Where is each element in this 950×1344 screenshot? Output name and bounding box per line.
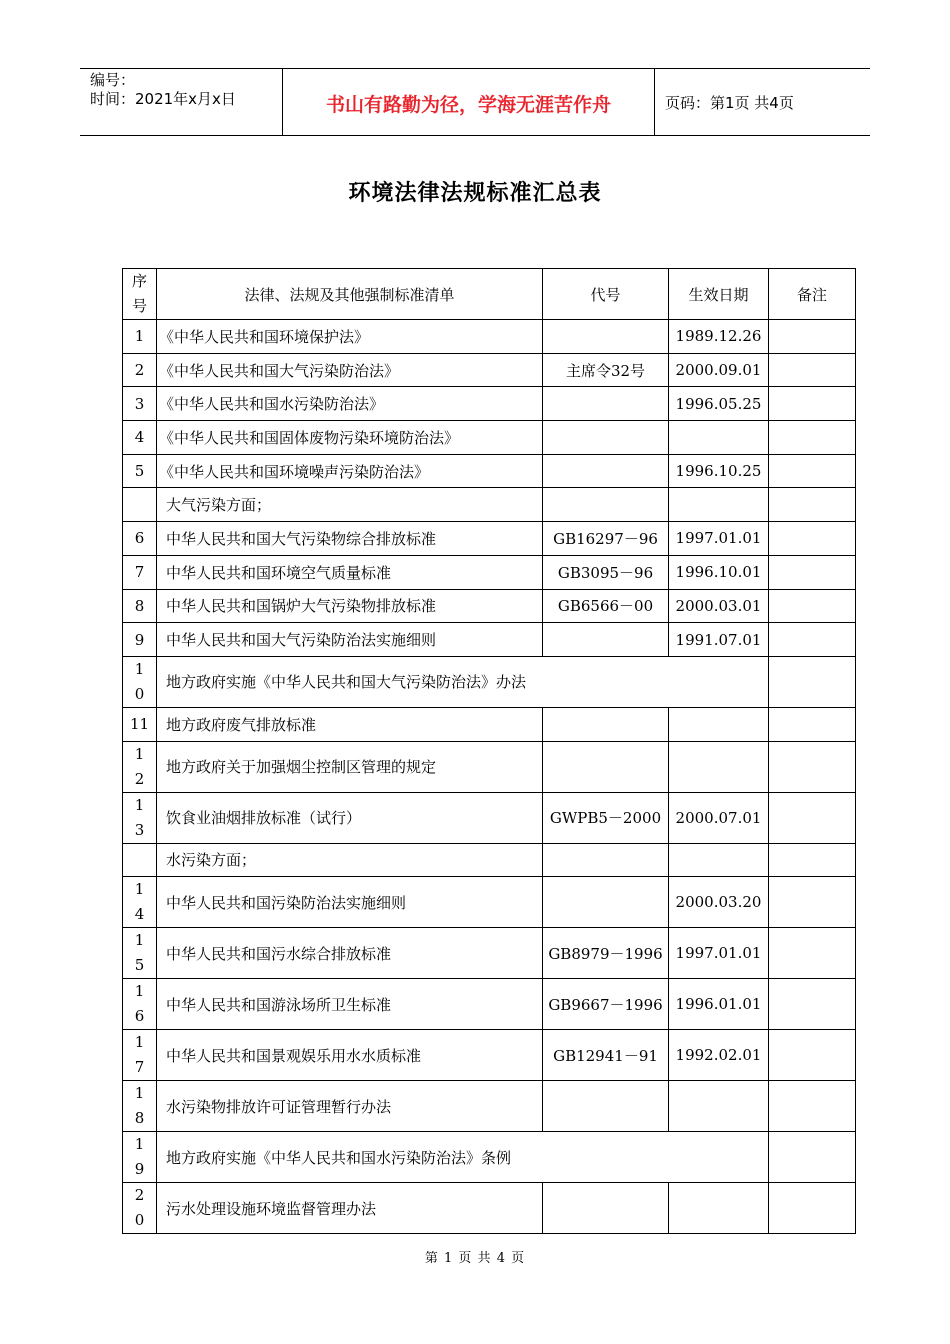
- cell-num: 3: [123, 387, 157, 421]
- cell-date: 1996.10.25: [669, 454, 769, 488]
- cell-date: 1996.01.01: [669, 979, 769, 1030]
- cell-date: [669, 707, 769, 741]
- table-row: [123, 454, 856, 488]
- cell-name: 地方政府关于加强烟尘控制区管理的规定: [157, 741, 543, 792]
- cell-code: 主席令32号: [543, 353, 669, 387]
- table-row: [123, 1081, 856, 1132]
- cell-note: [769, 522, 856, 556]
- table-row: [123, 1183, 856, 1234]
- cell-note: [769, 421, 856, 455]
- cell-code: GWPB5－2000: [543, 792, 669, 843]
- table-row: [123, 843, 856, 877]
- cell-num: 1 5: [123, 928, 157, 979]
- cell-name: 地方政府实施《中华人民共和国水污染防治法》条例: [157, 1132, 769, 1183]
- cell-num: 1 8: [123, 1081, 157, 1132]
- cell-date: 1997.01.01: [669, 928, 769, 979]
- cell-num: 7: [123, 555, 157, 589]
- cell-note: [769, 707, 856, 741]
- cell-date: 2000.03.20: [669, 877, 769, 928]
- cell-note: [769, 792, 856, 843]
- cell-num: [123, 843, 157, 877]
- cell-note: [769, 979, 856, 1030]
- cell-date: [669, 843, 769, 877]
- cell-code: [543, 387, 669, 421]
- cell-num: 1 6: [123, 979, 157, 1030]
- cell-code: GB8979－1996: [543, 928, 669, 979]
- cell-num: 1 9: [123, 1132, 157, 1183]
- cell-date: [669, 1183, 769, 1234]
- cell-num: 8: [123, 589, 157, 623]
- table-row: [123, 928, 856, 979]
- header-meta: [80, 69, 282, 135]
- cell-note: [769, 1030, 856, 1081]
- cell-code: [543, 421, 669, 455]
- cell-name: 中华人民共和国游泳场所卫生标准: [157, 979, 543, 1030]
- cell-date: 1996.05.25: [669, 387, 769, 421]
- cell-name: 《中华人民共和国水污染防治法》: [157, 387, 543, 421]
- cell-note: [769, 741, 856, 792]
- table-row: [123, 877, 856, 928]
- cell-note: [769, 1081, 856, 1132]
- cell-date: 1991.07.01: [669, 623, 769, 657]
- table-row: [123, 792, 856, 843]
- cell-date: 1997.01.01: [669, 522, 769, 556]
- cell-code: [543, 877, 669, 928]
- table-header-row: [123, 269, 856, 320]
- cell-note: [769, 589, 856, 623]
- cell-name: 《中华人民共和国环境保护法》: [157, 320, 543, 354]
- cell-code: [543, 1081, 669, 1132]
- cell-note: [769, 555, 856, 589]
- cell-name: 中华人民共和国大气污染物综合排放标准: [157, 522, 543, 556]
- cell-note: [769, 353, 856, 387]
- cell-name: 《中华人民共和国大气污染防治法》: [157, 353, 543, 387]
- table-row: [123, 1030, 856, 1081]
- cell-note: [769, 656, 856, 707]
- cell-name: 中华人民共和国景观娱乐用水水质标准: [157, 1030, 543, 1081]
- cell-name: 《中华人民共和国环境噪声污染防治法》: [157, 454, 543, 488]
- table-row: [123, 387, 856, 421]
- cell-code: [543, 1183, 669, 1234]
- cell-name: 《中华人民共和国固体废物污染环境防治法》: [157, 421, 543, 455]
- header-slogan: 书山有路勤为径，学海无涯苦作舟: [282, 69, 655, 135]
- cell-name: 污水处理设施环境监督管理办法: [157, 1183, 543, 1234]
- header-note: 备注: [769, 269, 856, 320]
- page-title: 环境法律法规标准汇总表: [348, 180, 602, 206]
- cell-date: 2000.09.01: [669, 353, 769, 387]
- cell-note: [769, 1183, 856, 1234]
- cell-code: [543, 843, 669, 877]
- table-row: [123, 488, 856, 522]
- cell-num: 1 3: [123, 792, 157, 843]
- cell-num: 1 0: [123, 656, 157, 707]
- table-row: [123, 979, 856, 1030]
- table-row: [123, 623, 856, 657]
- cell-num: 1 4: [123, 877, 157, 928]
- cell-name: 大气污染方面；: [157, 488, 543, 522]
- table-row: [123, 1132, 856, 1183]
- header-page-label: 页码：第1页 共4页: [665, 93, 794, 112]
- cell-name: 水污染物排放许可证管理暂行办法: [157, 1081, 543, 1132]
- cell-num: 5: [123, 454, 157, 488]
- cell-note: [769, 1132, 856, 1183]
- cell-date: [669, 488, 769, 522]
- cell-num: 1 2: [123, 741, 157, 792]
- cell-code: GB9667－1996: [543, 979, 669, 1030]
- table-row: [123, 589, 856, 623]
- cell-code: GB16297－96: [543, 522, 669, 556]
- cell-name: 饮食业油烟排放标准（试行）: [157, 792, 543, 843]
- table-row: [123, 421, 856, 455]
- cell-date: 2000.07.01: [669, 792, 769, 843]
- header-code: 代号: [543, 269, 669, 320]
- cell-num: 11: [123, 707, 157, 741]
- cell-name: 中华人民共和国锅炉大气污染物排放标准: [157, 589, 543, 623]
- cell-num: 4: [123, 421, 157, 455]
- cell-name: 中华人民共和国污水综合排放标准: [157, 928, 543, 979]
- cell-name: 中华人民共和国大气污染防治法实施细则: [157, 623, 543, 657]
- table-row: [123, 555, 856, 589]
- cell-date: [669, 1081, 769, 1132]
- cell-code: [543, 741, 669, 792]
- cell-note: [769, 877, 856, 928]
- table-row: [123, 741, 856, 792]
- cell-note: [769, 488, 856, 522]
- id-label: 编号：: [90, 71, 136, 89]
- cell-code: [543, 623, 669, 657]
- cell-note: [769, 320, 856, 354]
- cell-num: [123, 488, 157, 522]
- cell-note: [769, 454, 856, 488]
- cell-num: 2: [123, 353, 157, 387]
- page-header: [80, 68, 870, 136]
- cell-name: 地方政府废气排放标准: [157, 707, 543, 741]
- table-row: [123, 656, 856, 707]
- cell-code: [543, 454, 669, 488]
- cell-date: 1989.12.26: [669, 320, 769, 354]
- cell-name: 中华人民共和国环境空气质量标准: [157, 555, 543, 589]
- cell-code: GB6566－00: [543, 589, 669, 623]
- cell-code: [543, 707, 669, 741]
- cell-code: GB3095－96: [543, 555, 669, 589]
- cell-num: 1: [123, 320, 157, 354]
- table-row: [123, 522, 856, 556]
- header-num: 序 号: [123, 269, 157, 320]
- table-row: [123, 707, 856, 741]
- regulations-table: [122, 268, 856, 1234]
- cell-note: [769, 387, 856, 421]
- cell-date: [669, 741, 769, 792]
- cell-name: 水污染方面；: [157, 843, 543, 877]
- cell-name: 地方政府实施《中华人民共和国大气污染防治法》办法: [157, 656, 769, 707]
- cell-num: 6: [123, 522, 157, 556]
- cell-num: 1 7: [123, 1030, 157, 1081]
- cell-name: 中华人民共和国污染防治法实施细则: [157, 877, 543, 928]
- page-footer: 第 1 页 共 4 页: [424, 1251, 526, 1266]
- cell-note: [769, 843, 856, 877]
- table-row: [123, 320, 856, 354]
- time-label: 时间：2021年x月x日: [90, 90, 236, 108]
- cell-code: [543, 488, 669, 522]
- header-name: 法律、法规及其他强制标准清单: [157, 269, 543, 320]
- cell-note: [769, 623, 856, 657]
- cell-code: [543, 320, 669, 354]
- cell-date: 1992.02.01: [669, 1030, 769, 1081]
- cell-date: 2000.03.01: [669, 589, 769, 623]
- table-body: [123, 320, 856, 1234]
- table-row: [123, 353, 856, 387]
- cell-num: 2 0: [123, 1183, 157, 1234]
- cell-num: 9: [123, 623, 157, 657]
- cell-date: 1996.10.01: [669, 555, 769, 589]
- cell-note: [769, 928, 856, 979]
- header-date: 生效日期: [669, 269, 769, 320]
- cell-date: [669, 421, 769, 455]
- cell-code: GB12941－91: [543, 1030, 669, 1081]
